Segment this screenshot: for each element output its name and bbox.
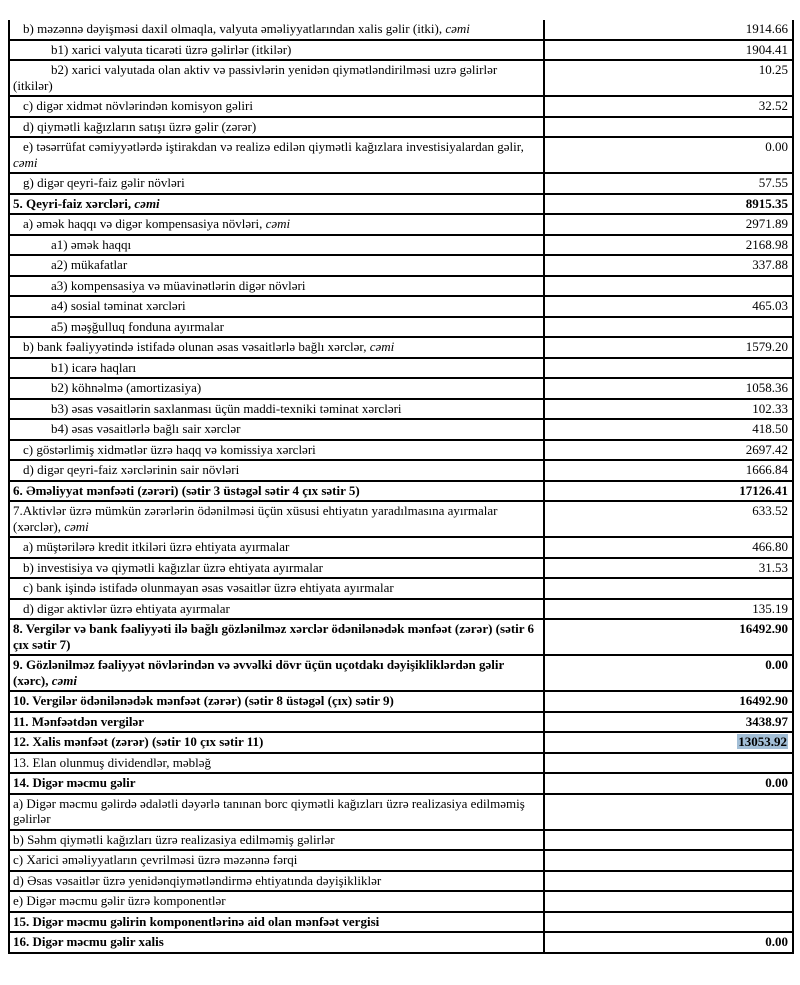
row-label-cell: e) Digər məcmu gəlir üzrə komponentlər [9,891,544,912]
row-label-cell: 6. Əməliyyat mənfəəti (zərəri) (sətir 3 üstəgəl sətir 4 çıx sətir 5) [9,481,544,502]
row-value-cell [544,20,793,40]
table-row [9,932,793,953]
row-value: 8915.35 [745,195,788,211]
table-row [9,194,793,215]
table-row [9,891,793,912]
row-label-italic-suffix: cəmi [369,339,395,354]
table-row [9,850,793,871]
row-label-cell: 15. Digər məcmu gəlirin komponentlərinə aid olan mənfəət vergisi [9,912,544,933]
row-label-cell: b) investisiya və qiymətli kağızlar üzrə ehtiyata ayırmalar [9,558,544,579]
row-value-cell [544,619,793,655]
row-value: 1904.41 [745,41,788,57]
row-value-cell [544,460,793,481]
table-row [9,117,793,138]
row-label-cell: d) digər aktivlər üzrə ehtiyata ayırmalar [9,599,544,620]
row-value-cell [544,712,793,733]
table-row [9,558,793,579]
row-value: 0.00 [765,139,788,154]
table-row [9,60,793,96]
row-label-cell: 5. Qeyri-faiz xərcləri, cəmi [9,194,544,215]
table-row [9,732,793,753]
row-label-cell: b3) əsas vəsaitlərin saxlanması üçün maddi-texniki təminat xərcləri [9,399,544,420]
table-row [9,773,793,794]
row-label-italic-suffix: cəmi [265,216,291,231]
row-value-cell [544,440,793,461]
row-label-cell: a1) əmək haqqı [9,235,544,256]
row-value-cell [544,871,793,892]
row-value-cell [544,194,793,215]
table-row [9,419,793,440]
table-row [9,137,793,173]
row-value: 10.25 [758,62,788,77]
row-value: 102.33 [752,400,788,416]
row-value-cell [544,337,793,358]
row-value-cell [544,932,793,953]
row-value-cell [544,830,793,851]
row-label-cell: b2) köhnəlmə (amortizasiya) [9,378,544,399]
row-value: 2168.98 [745,236,788,252]
table-row [9,96,793,117]
row-value: 1579.20 [745,339,788,354]
row-value: 1058.36 [745,380,788,395]
table-row [9,337,793,358]
row-label-cell: 10. Vergilər ödənilənədək mənfəət (zərər) (sətir 8 üstəgəl (çıx) sətir 9) [9,691,544,712]
row-label-cell: 16. Digər məcmu gəlir xalis [9,932,544,953]
row-value: 0.00 [765,934,788,949]
row-label-cell: a) müştərilərə kredit itkiləri üzrə ehtiyata ayırmalar [9,537,544,558]
row-label-cell: c) digər xidmət növlərindən komisyon gəliri [9,96,544,117]
row-value: 0.00 [765,775,788,790]
highlighted-value: 13053.92 [738,734,787,749]
row-label-italic-suffix: cəmi [445,21,470,36]
row-label-cell: 9. Gözlənilməz fəaliyyət növlərindən və əvvəlki dövr üçün uçotdakı dəyişikliklərdən gəlir (xərc), cəmi [9,655,544,691]
row-label-cell: 12. Xalis mənfəət (zərər) (sətir 10 çıx sətir 11) [9,732,544,753]
row-value-cell [544,214,793,235]
row-value-cell [544,655,793,691]
row-label-cell: c) bank işində istifadə olunmayan əsas vəsaitlər üzrə ehtiyata ayırmalar [9,578,544,599]
table-row [9,599,793,620]
row-value: 16492.90 [739,693,788,708]
row-value-cell [544,235,793,256]
table-row [9,619,793,655]
row-label-cell: c) göstərlimiş xidmətlər üzrə haqq və komissiya xərcləri [9,440,544,461]
row-value: 0.00 [765,657,788,672]
row-label-cell: b1) icarə haqları [9,358,544,379]
report-table-body [9,20,793,953]
row-label-italic-suffix: cəmi [13,154,38,170]
row-value-cell [544,753,793,774]
row-value: 17126.41 [739,482,788,498]
table-row [9,214,793,235]
table-row [9,501,793,537]
row-value-cell [544,60,793,96]
row-label-cell: a3) kompensasiya və müavinətlərin digər növləri [9,276,544,297]
row-label-cell: 8. Vergilər və bank fəaliyyəti ilə bağlı gözlənilməz xərclər ödənilənədək mənfəət (zərər) (sətir 6 çıx sətir 7) [9,619,544,655]
row-label-cell: b2) xarici valyutada olan aktiv və passivlərin yenidən qiymətləndirilməsi uzrə gəlirlər (itkilər) [9,60,544,96]
row-value-cell [544,794,793,830]
row-label-cell: a4) sosial təminat xərcləri [9,296,544,317]
row-label-italic-suffix: cəmi [134,195,160,211]
row-value-cell [544,537,793,558]
row-label-italic-suffix: cəmi [51,672,77,688]
row-value-cell [544,558,793,579]
row-label-cell: 7.Aktivlər üzrə mümkün zərərlərin ödənilməsi üçün xüsusi ehtiyatın yaradılmasına ayırmalar (xərclər), cəmi [9,501,544,537]
table-row [9,578,793,599]
row-value-cell [544,358,793,379]
row-value: 1914.66 [745,21,788,36]
table-row [9,317,793,338]
row-value: 418.50 [752,421,788,436]
table-row [9,235,793,256]
row-label-cell: b) Səhm qiymətli kağızları üzrə realizasiya edilməmiş gəlirlər [9,830,544,851]
row-value-cell [544,276,793,297]
table-row [9,20,793,40]
table-row [9,276,793,297]
row-label-cell: 13. Elan olunmuş dividendlər, məbləğ [9,753,544,774]
table-row [9,399,793,420]
table-row [9,481,793,502]
row-label-cell: g) digər qeyri-faiz gəlir növləri [9,173,544,194]
row-value-cell [544,912,793,933]
row-value-cell [544,501,793,537]
row-value: 633.52 [752,503,788,518]
row-label-cell: e) təsərrüfat cəmiyyətlərdə iştirakdan və realizə edilən qiymətli kağızlara investisiyalardan gəlir, cəmi [9,137,544,173]
row-label-cell: b) məzənnə dəyişməsi daxil olmaqla, valyuta əməliyyatlarından xalis gəlir (itki), cəmi [9,20,544,40]
table-row [9,378,793,399]
table-row [9,173,793,194]
row-value: 135.19 [752,600,788,616]
row-label-cell: a5) məşğulluq fonduna ayırmalar [9,317,544,338]
row-value-cell [544,691,793,712]
row-value-cell [544,773,793,794]
row-value-cell [544,40,793,61]
table-row [9,912,793,933]
row-value-cell [544,96,793,117]
row-label-cell: a) Digər məcmu gəlirdə ədalətli dəyərlə tanınan borc qiymətli kağızları üzrə realizasiya edilməmiş gəlirlər [9,794,544,830]
row-value-cell [544,399,793,420]
row-value-cell [544,296,793,317]
table-row [9,712,793,733]
row-value-cell [544,137,793,173]
row-label-cell: b) bank fəaliyyətində istifadə olunan əsas vəsaitlərlə bağlı xərclər, cəmi [9,337,544,358]
row-label-italic-suffix: cəmi [64,518,89,534]
table-row [9,358,793,379]
row-label-cell: 11. Mənfəətdən vergilər [9,712,544,733]
row-value: 466.80 [752,539,788,554]
row-value: 3438.97 [745,713,788,729]
row-label-cell: a) əmək haqqı və digər kompensasiya növləri, cəmi [9,214,544,235]
financial-report-table [8,20,794,954]
row-value-cell [544,317,793,338]
row-label-cell: b4) əsas vəsaitlərlə bağlı sair xərclər [9,419,544,440]
table-row [9,255,793,276]
table-row [9,440,793,461]
row-value-cell [544,732,793,753]
row-value: 2697.42 [745,441,788,457]
table-row [9,753,793,774]
table-row [9,40,793,61]
row-label-cell: c) Xarici əməliyyatların çevrilməsi üzrə məzənnə fərqi [9,850,544,871]
row-value: 337.88 [752,257,788,272]
row-value-cell [544,850,793,871]
table-row [9,296,793,317]
row-value-cell [544,117,793,138]
row-label-cell: d) qiymətli kağızların satışı üzrə gəlir (zərər) [9,117,544,138]
table-row [9,691,793,712]
row-label-cell: 14. Digər məcmu gəlir [9,773,544,794]
row-label-cell: b1) xarici valyuta ticarəti üzrə gəlirlər (itkilər) [9,40,544,61]
row-value-cell [544,173,793,194]
row-value-cell [544,419,793,440]
row-value: 1666.84 [745,462,788,477]
table-row [9,794,793,830]
row-value: 465.03 [752,298,788,313]
row-label-cell: d) digər qeyri-faiz xərclərinin sair növləri [9,460,544,481]
row-label-cell: a2) mükafatlar [9,255,544,276]
row-value: 57.55 [758,175,788,190]
row-value: 32.52 [758,98,788,113]
row-value-cell [544,891,793,912]
row-label-cell: d) Əsas vəsaitlər üzrə yenidənqiymətləndirmə ehtiyatında dəyişikliklər [9,871,544,892]
row-value: 16492.90 [739,621,788,636]
row-value-cell [544,378,793,399]
table-row [9,460,793,481]
row-value-cell [544,481,793,502]
row-value-cell [544,255,793,276]
table-row [9,537,793,558]
table-row [9,830,793,851]
row-value-cell [544,599,793,620]
row-value-cell [544,578,793,599]
row-value: 31.53 [758,559,788,575]
row-value: 2971.89 [745,216,788,231]
table-row [9,871,793,892]
table-row [9,655,793,691]
